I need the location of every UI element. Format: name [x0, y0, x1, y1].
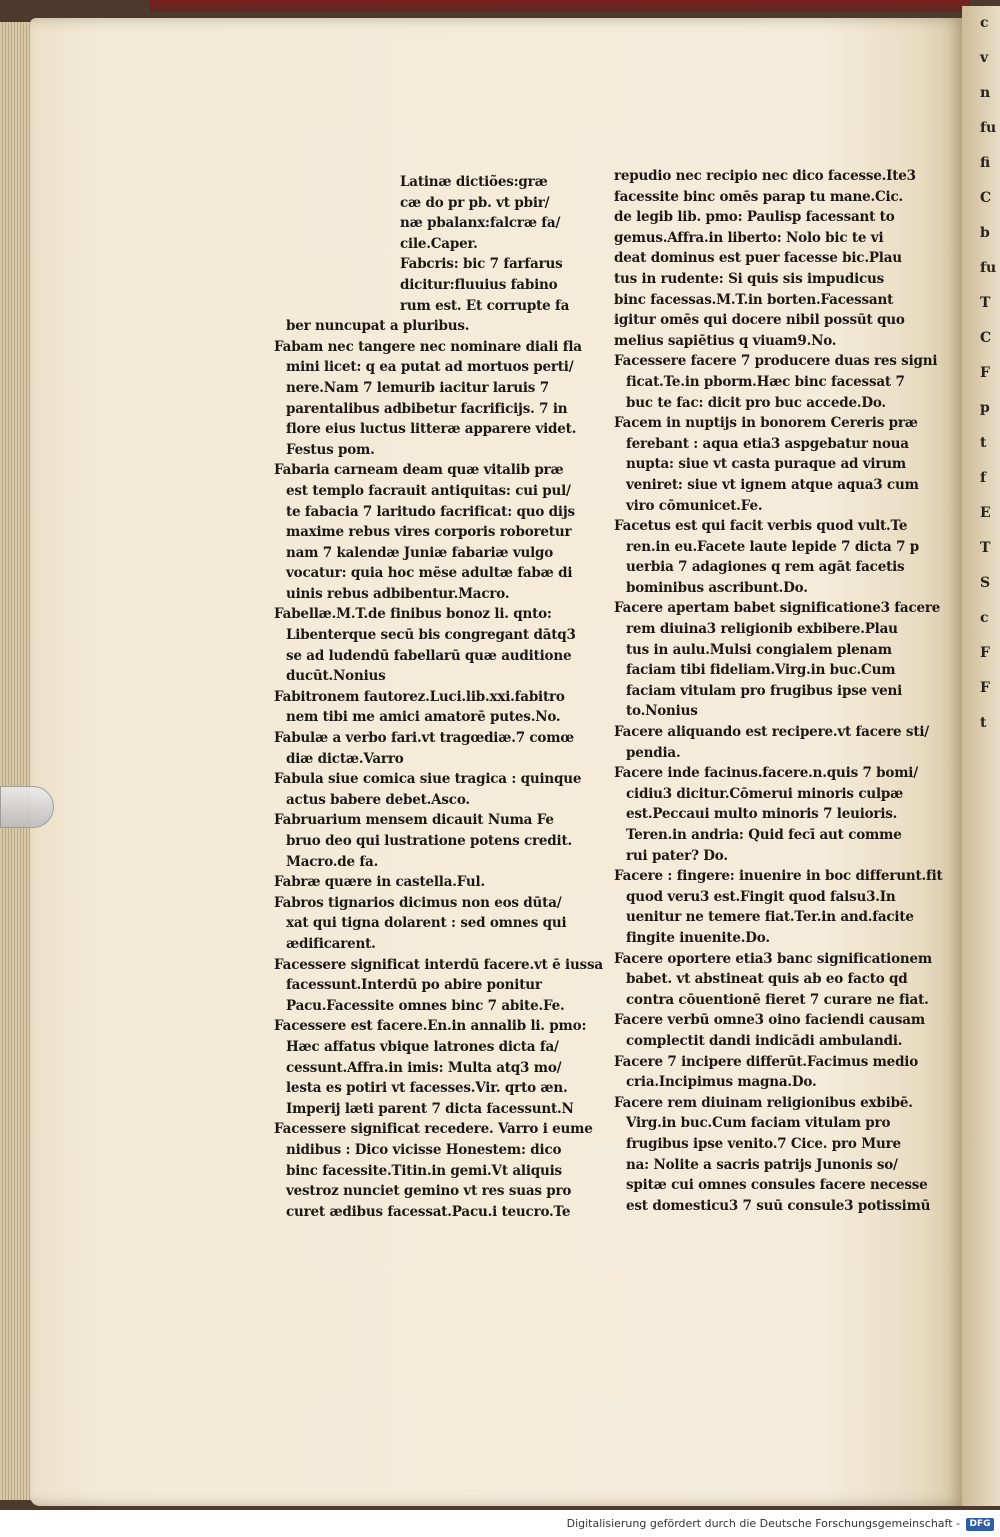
text-line: Fabulæ a verbo fari.vt tragœdiæ.7 comœ: [274, 730, 574, 747]
text-line: næ pbalanx:falcræ fa/: [400, 215, 561, 232]
text-line: Virg.in buc.Cum faciam vitulam pro: [626, 1115, 891, 1132]
next-page-fragment: f: [980, 470, 987, 486]
text-line: igitur omēs qui docere nibil possūt quo: [614, 312, 905, 329]
text-line: spitæ cui omnes consules facere necesse: [626, 1177, 928, 1194]
text-line: faciam tibi fideliam.Virg.in buc.Cum: [626, 662, 896, 679]
next-page-fragment: F: [980, 365, 990, 381]
text-line: Facessere facere 7 producere duas res signi: [614, 353, 938, 370]
text-line: rum est. Et corrupte fa: [400, 297, 570, 314]
text-line: Facessere est facere.En.in annalib li. pmo:: [274, 1018, 587, 1035]
text-line: nidibus : Dico vicisse Honestem: dico: [286, 1141, 562, 1158]
text-line: nem tibi me amici amatorē putes.No.: [286, 709, 561, 726]
text-line: dicitur:fluuius fabino: [400, 276, 558, 293]
text-line: Festus pom.: [286, 441, 375, 458]
text-line: flore eius luctus litteræ apparere videt.: [286, 421, 577, 438]
text-line: parentalibus adbibetur facrificijs. 7 in: [286, 400, 568, 417]
text-line: babet. vt abstineat quis ab eo facto qd: [626, 971, 908, 988]
text-line: Facere aliquando est recipere.vt facere sti/: [614, 724, 930, 741]
next-page-fragment: n: [980, 85, 991, 101]
funding-credit: Digitalisierung gefördert durch die Deutsche Forschungsgemeinschaft -: [566, 1517, 960, 1530]
text-line: mini licet: q ea putat ad mortuos perti/: [286, 359, 574, 376]
text-line: Imperij læti parent 7 dicta facessunt.N: [286, 1100, 574, 1117]
text-line: cæ do pr pb. vt pbir/: [400, 194, 550, 211]
text-line: Fabitronem fautorez.Luci.lib.xxi.fabitro: [274, 688, 565, 705]
text-line: nam 7 kalendæ Juniæ fabariæ vulgo: [286, 544, 554, 561]
text-line: Facessere significat interdū facere.vt ē iussa: [274, 956, 603, 973]
text-line: na: Nolite a sacris patrijs Junonis so/: [626, 1156, 898, 1173]
text-line: Facere oportere etia3 banc significationem: [614, 950, 932, 967]
next-page-fragment: fu: [980, 120, 997, 136]
text-line: est templo facrauit antiquitas: cui pul/: [286, 482, 571, 499]
text-line: lesta es potiri vt facesses.Vir. qrto æn.: [286, 1080, 568, 1097]
text-line: buc te fac: dicit pro buc accede.Do.: [626, 394, 886, 411]
next-page-fragment: t: [980, 435, 987, 451]
text-line: ficat.Te.in pborm.Hæc binc facessat 7: [626, 373, 905, 390]
text-line: curet ædibus facessat.Pacu.i teucro.Te: [286, 1203, 571, 1220]
text-line: cessunt.Affra.in imis: Multa atq3 mo/: [286, 1059, 562, 1076]
text-line: repudio nec recipio nec dico facesse.Ite3: [614, 168, 916, 184]
next-page-fragment: T: [980, 295, 991, 311]
text-line: Facere verbū omne3 oino faciendi causam: [614, 1012, 925, 1029]
text-line: Facetus est qui facit verbis quod vult.Te: [614, 518, 908, 535]
next-page-fragment: c: [980, 15, 989, 31]
text-line: bominibus ascribunt.Do.: [626, 579, 808, 596]
text-line: ren.in eu.Facete laute lepide 7 dicta 7 p: [626, 538, 920, 555]
text-line: melius sapiētius q viuam9.No.: [614, 332, 837, 349]
text-line: Facere rem diuinam religionibus exbibē.: [614, 1094, 913, 1111]
next-page-fragment: C: [980, 330, 992, 346]
next-page-fragment: T: [980, 540, 991, 556]
next-page-fragment: F: [980, 645, 990, 661]
text-line: vestroz nunciet gemino vt res suas pro: [286, 1183, 572, 1200]
text-line: Fabam nec tangere nec nominare diali fla: [274, 338, 582, 355]
text-line: Facessere significat recedere. Varro i eume: [274, 1121, 593, 1138]
text-line: rem diuina3 religionib exbibere.Plau: [626, 621, 898, 638]
text-line: Facere inde facinus.facere.n.quis 7 bomi/: [614, 765, 918, 782]
text-line: Latinæ dictiões:græ: [400, 174, 548, 190]
text-line: xat qui tigna dolarent : sed omnes qui: [286, 915, 567, 932]
text-line: ber nuncupat a pluribus.: [286, 318, 470, 335]
book-clasp: [0, 786, 54, 828]
text-line: Facere 7 incipere differūt.Facimus medio: [614, 1053, 919, 1070]
footer-bar: [0, 1510, 1000, 1537]
text-line: cria.Incipimus magna.Do.: [626, 1074, 817, 1091]
next-page-fragment: S: [980, 575, 991, 591]
next-page-edge: [962, 6, 1000, 1506]
next-page-fragment: t: [980, 715, 987, 731]
text-line: de legib lib. pmo: Paulisp facessant to: [614, 209, 895, 226]
text-line: to.Nonius: [626, 703, 698, 720]
text-line: viro cōmunicet.Fe.: [626, 497, 763, 514]
text-line: Fabruarium mensem dicauit Numa Fe: [274, 812, 554, 829]
text-line: Facere apertam babet significatione3 facere: [614, 600, 941, 617]
text-line: Teren.in andria: Quid fecī aut comme: [626, 827, 902, 843]
text-line: est.Peccaui multo minoris 7 leuioris.: [626, 806, 898, 823]
text-line: ferebant : aqua etia3 aspgebatur noua: [626, 435, 909, 452]
text-line: quod veru3 est.Fingit quod falsu3.In: [626, 888, 896, 905]
text-line: Fabellæ.M.T.de finibus bonoz li. qnto:: [274, 606, 552, 623]
text-line: Fabula siue comica siue tragica : quinque: [274, 771, 582, 788]
text-line: uerbia 7 adagiones q rem agāt facetis: [626, 559, 905, 576]
text-line: Fabaria carneam deam quæ vitalib præ: [274, 462, 564, 479]
text-line: ducūt.Nonius: [286, 668, 386, 685]
text-line: maxime rebus vires corporis roboretur: [286, 524, 572, 541]
text-line: bruo deo qui lustratione potens credit.: [286, 833, 573, 849]
text-line: nupta: siue vt casta puraque ad virum: [626, 456, 906, 473]
text-column-right: [614, 166, 943, 1216]
text-line: te fabacia 7 laritudo facrificat: quo dijs: [286, 503, 575, 520]
next-page-fragment: v: [980, 50, 989, 66]
text-line: uenitur ne temere fiat.Ter.in and.facite: [626, 909, 914, 926]
text-line: fingite inuenite.Do.: [626, 929, 770, 946]
text-line: Fabcris: bic 7 farfarus: [400, 256, 563, 273]
next-page-fragment: c: [980, 610, 989, 626]
text-line: Hæc affatus vbique latrones dicta fa/: [286, 1038, 559, 1055]
text-line: Libenterque secū bis congregant dātq3: [286, 627, 576, 644]
text-line: tus in aulu.Mulsi congialem plenam: [626, 641, 892, 658]
next-page-fragment: b: [980, 225, 990, 241]
text-line: Fabros tignarios dicimus non eos dūta/: [274, 894, 562, 911]
text-line: veniret: siue vt ignem atque aqua3 cum: [626, 476, 919, 493]
dfg-logo: DFG: [966, 1518, 994, 1531]
text-line: pendia.: [626, 744, 681, 761]
text-line: Macro.de fa.: [286, 853, 379, 870]
text-line: Facem in nuptijs in bonorem Cereris præ: [614, 415, 918, 432]
text-line: binc facessas.M.T.in borten.Facessant: [614, 291, 894, 308]
text-line: cidiu3 dicitur.Cōmerui minoris culpæ: [626, 785, 904, 802]
text-line: nere.Nam 7 lemurib iacitur laruis 7: [286, 379, 549, 396]
book-cover-edge: [150, 0, 970, 12]
text-line: se ad ludendū fabellarū quæ auditione: [286, 647, 572, 664]
next-page-fragment: C: [980, 190, 992, 206]
text-line: est domesticu3 7 suū consule3 potissimū: [626, 1197, 931, 1214]
text-line: facessite binc omēs parap tu mane.Cic.: [614, 188, 903, 205]
text-line: facessunt.Interdū po abire ponitur: [286, 977, 542, 994]
text-line: tus in rudente: Si quis sis impudicus: [614, 270, 885, 287]
text-line: contra cōuentionē fieret 7 curare ne fiat.: [626, 991, 929, 1008]
text-line: faciam vitulam pro frugibus ipse veni: [626, 682, 903, 699]
text-line: cile.Caper.: [400, 235, 478, 252]
next-page-fragment: fu: [980, 260, 997, 276]
next-page-fragment: p: [980, 400, 990, 416]
text-line: Facere : fingere: inuenire in boc differunt.fit: [614, 868, 943, 885]
text-line: binc facessite.Titin.in gemi.Vt aliquis: [286, 1162, 562, 1179]
next-page-fragment: fi: [980, 155, 991, 171]
text-line: rui pater? Do.: [626, 847, 728, 864]
text-line: frugibus ipse venito.7 Cice. pro Mure: [626, 1135, 901, 1152]
text-line: diæ dictæ.Varro: [286, 750, 404, 767]
text-line: Pacu.Facessite omnes binc 7 abite.Fe.: [286, 997, 565, 1014]
next-page-fragment: E: [980, 505, 991, 521]
text-line: ædificarent.: [286, 935, 376, 952]
text-line: complectit dandi indicādi ambulandi.: [626, 1032, 903, 1049]
text-line: gemus.Affra.in liberto: Nolo bic te vi: [614, 229, 884, 246]
text-line: uinis rebus adbibentur.Macro.: [286, 585, 510, 602]
text-line: actus babere debet.Asco.: [286, 791, 470, 808]
text-line: deat dominus est puer facesse bic.Plau: [614, 250, 902, 267]
text-line: vocatur: quia hoc mēse adultæ fabæ di: [286, 565, 573, 582]
text-column-left: [274, 172, 603, 1222]
next-page-fragment: F: [980, 680, 990, 696]
text-line: Fabræ quære in castella.Ful.: [274, 874, 485, 891]
